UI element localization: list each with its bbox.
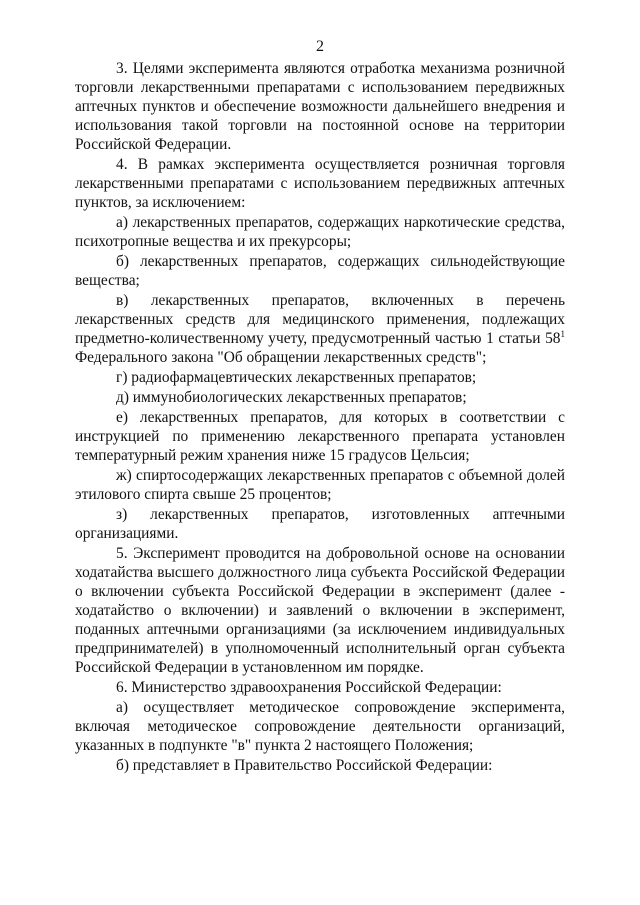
item-v-text: в) лекарственных препаратов, включенных в перечень лекарственных средств для медицинского применения, подлежащих предметно-количественному учету, предусмотренный частью 1 статьи 58 xyxy=(75,292,565,347)
paragraph-4-item-e: е) лекарственных препаратов, для которых в соответствии с инструкцией по применению лекарственного препарата установлен температурный режим хранения ниже 15 градусов Цельсия; xyxy=(75,409,565,464)
document-body xyxy=(75,59,565,776)
item-v-superscript: 1 xyxy=(560,329,565,339)
paragraph-5-voluntary-basis: 5. Эксперимент проводится на добровольной основе на основании ходатайства высшего должностного лица субъекта Российской Федерации о включении субъекта Российской Федерации в эксперимент (далее - ходатайство о включении) и заявлений о включении в эксперимент, поданных аптечными организациями (за исключением индивидуальных предпринимателей) в уполномоченный исполнительный орган субъекта Российской Федерации в установленном им порядке. xyxy=(75,545,565,676)
paragraph-4-scope: 4. В рамках эксперимента осуществляется розничная торговля лекарственными препаратами с использованием передвижных аптечных пунктов, за исключением: xyxy=(75,156,565,211)
paragraph-6-item-a: а) осуществляет методическое сопровождение эксперимента, включая методическое сопровождение деятельности организаций, указанных в подпункте "в" пункта 2 настоящего Положения; xyxy=(75,699,565,754)
paragraph-4-item-zh: ж) спиртосодержащих лекарственных препаратов с объемной долей этилового спирта свыше 25 процентов; xyxy=(75,467,565,503)
paragraph-4-item-d: д) иммунобиологических лекарственных препаратов; xyxy=(116,389,467,406)
paragraph-4-item-v xyxy=(75,291,565,367)
paragraph-6-item-b: б) представляет в Правительство Российской Федерации: xyxy=(116,757,493,774)
paragraph-4-item-z: з) лекарственных препаратов, изготовленных аптечными организациями. xyxy=(75,506,565,542)
paragraph-4-item-a: а) лекарственных препаратов, содержащих наркотические средства, психотропные вещества и их прекурсоры; xyxy=(75,214,565,250)
paragraph-3-goals: 3. Целями эксперимента являются отработка механизма розничной торговли лекарственными препаратами с использованием передвижных аптечных пунктов и обеспечение возможности дальнейшего внедрения и использования такой торговли на постоянной основе на территории Российской Федерации. xyxy=(75,60,565,153)
paragraph-4-item-g: г) радиофармацевтических лекарственных препаратов; xyxy=(116,369,477,386)
item-v-tail: Федерального закона "Об обращении лекарственных средств"; xyxy=(75,349,487,366)
paragraph-6-ministry: 6. Министерство здравоохранения Российской Федерации: xyxy=(116,679,502,696)
paragraph-4-item-b: б) лекарственных препаратов, содержащих сильнодействующие вещества; xyxy=(75,253,565,289)
page-number: 2 xyxy=(316,38,324,55)
